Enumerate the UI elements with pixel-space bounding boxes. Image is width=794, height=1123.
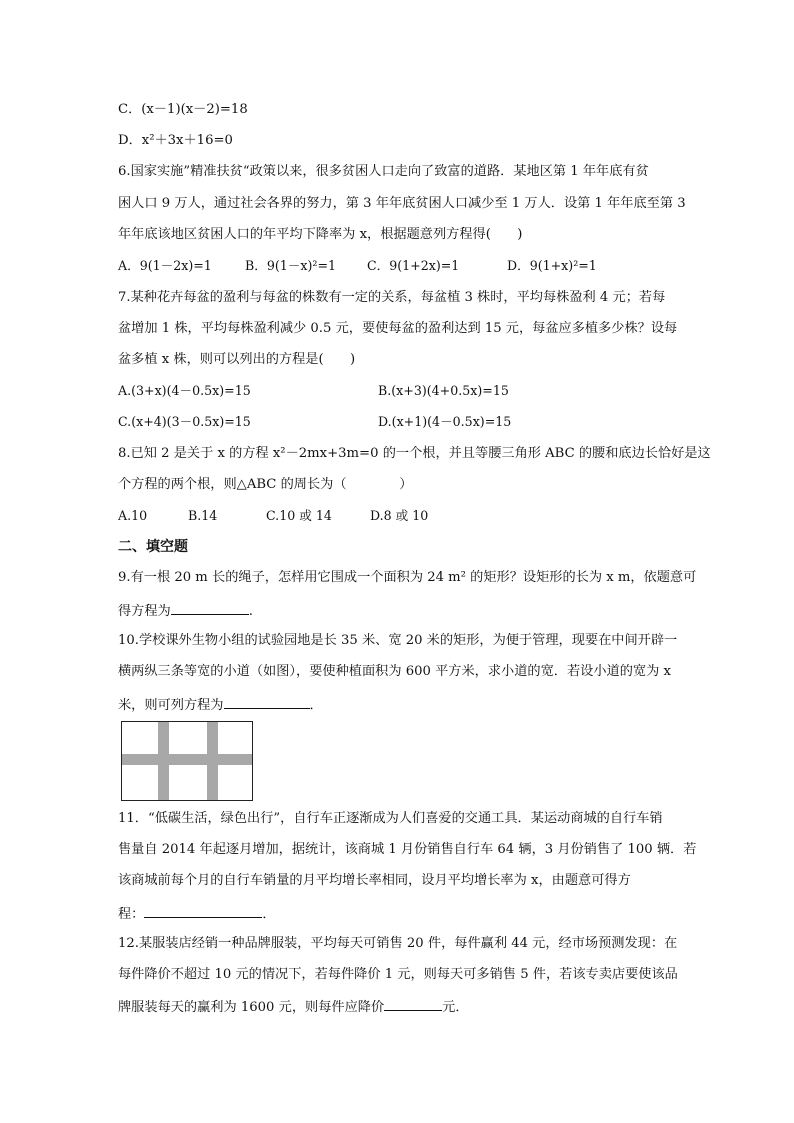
q10-text-line-1: 10.学校课外生物小组的试验园地是长 35 米、宽 20 米的矩形，为便于管理，现要在中间开辟一 xyxy=(118,633,678,648)
q9-text-line-2 xyxy=(118,600,253,622)
q7-option-d: D.(x+1)(4－0.5x)=15 xyxy=(378,414,512,429)
q10-text-line-3 xyxy=(118,694,323,716)
q7-option-b: B.(x+3)(4+0.5x)=15 xyxy=(378,383,509,398)
q9-answer-blank[interactable] xyxy=(171,600,249,615)
section-heading-fill-in: 二、填空题 xyxy=(118,539,188,555)
q6-option-d: D．9(1+x)²=1 xyxy=(507,258,597,273)
q8-option-a: A.10 xyxy=(118,508,148,523)
q9-suffix: . xyxy=(248,604,253,619)
q7-text-line-3: 盆多植 x 株，则可以列出的方程是( ) xyxy=(118,352,356,367)
vertical-path-right xyxy=(207,722,218,800)
q6-option-c: C．9(1+2x)=1 xyxy=(367,258,460,273)
q10-text-line-2: 横两纵三条等宽的小道（如图），要使种植面积为 600 平方米，求小道的宽．若设小道的宽为 x xyxy=(118,664,671,679)
q7-option-c: C.(x+4)(3－0.5x)=15 xyxy=(118,414,251,429)
q5-option-c: C．(x－1)(x－2)=18 xyxy=(118,102,248,117)
q11-text-line-4 xyxy=(118,903,276,925)
q11-prefix: 程： xyxy=(118,907,145,922)
q7-option-a: A.(3+x)(4－0.5x)=15 xyxy=(118,383,251,398)
q9-text-line-1: 9.有一根 20 m 长的绳子，怎样用它围成一个面积为 24 m² 的矩形？设矩形的长为 x m，依题意可 xyxy=(118,570,697,585)
q12-answer-blank[interactable] xyxy=(384,996,442,1011)
q10-suffix: ． xyxy=(309,698,323,713)
q7-text-line-2: 盆增加 1 株，平均每株盈利减少 0.5 元，要使每盆的盈利达到 15 元，每盆应多植多少株？设每 xyxy=(118,321,678,336)
q11-answer-blank[interactable] xyxy=(144,903,262,918)
q6-option-a: A．9(1－2x)=1 xyxy=(118,258,212,273)
q6-option-b: B．9(1－x)²=1 xyxy=(245,258,337,273)
q6-text-line-1: 6.国家实施”精准扶贫“政策以来，很多贫困人口走向了致富的道路．某地区第 1 年年底有贫 xyxy=(118,164,649,179)
q8-option-c: C.10 或 14 xyxy=(266,508,332,523)
q8-text-line-1: 8.已知 2 是关于 x 的方程 x²－2mx+3m=0 的一个根，并且等腰三角形 ABC 的腰和底边长恰好是这 xyxy=(118,446,711,461)
q9-prefix: 得方程为 xyxy=(118,604,171,619)
q12-text-line-1: 12.某服装店经销一种品牌服装，平均每天可销售 20 件，每件赢利 44 元，经市场预测发现：在 xyxy=(118,936,678,951)
q8-option-b: B.14 xyxy=(188,508,218,523)
q12-text-line-3 xyxy=(118,996,469,1018)
q6-text-line-2: 困人口 9 万人，通过社会各界的努力，第 3 年年底贫困人口减少至 1 万人．设第 1 年年底至第 3 xyxy=(118,196,686,211)
q12-suffix: 元． xyxy=(442,1000,469,1015)
q11-text-line-1: 11．“低碳生活，绿色出行”，自行车正逐渐成为人们喜爱的交通工具．某运动商城的自行车销 xyxy=(118,811,663,826)
q6-text-line-3: 年年底该地区贫困人口的年平均下降率为 x，根据题意列方程得( ) xyxy=(118,227,523,242)
q5-option-d: D．x²＋3x＋16=0 xyxy=(118,133,233,148)
garden-paths-diagram xyxy=(121,721,253,801)
q11-suffix: ． xyxy=(262,907,276,922)
q12-prefix: 牌服装每天的赢利为 1600 元，则每件应降价 xyxy=(118,1000,385,1015)
q8-option-d: D.8 或 10 xyxy=(370,508,429,523)
q10-prefix: 米，则可列方程为 xyxy=(118,698,224,713)
q11-text-line-3: 该商城前每个月的自行车销量的月平均增长率相同，设月平均增长率为 x，由题意可得方 xyxy=(118,873,631,888)
q10-answer-blank[interactable] xyxy=(224,694,310,709)
q11-text-line-2: 售量自 2014 年起逐月增加，据统计，该商城 1 月份销售自行车 64 辆，3 月份销售了 100 辆．若 xyxy=(118,842,697,857)
vertical-path-left xyxy=(158,722,169,800)
q12-text-line-2: 每件降价不超过 10 元的情况下，若每件降价 1 元，则每天可多销售 5 件，若该专卖店要使该品 xyxy=(118,967,678,982)
q7-text-line-1: 7.某种花卉每盆的盈利与每盆的株数有一定的关系，每盆植 3 株时，平均每株盈利 4 元；若每 xyxy=(118,290,666,305)
horizontal-path xyxy=(122,754,252,765)
q8-text-line-2: 个方程的两个根，则△ABC 的周长为（ ） xyxy=(118,477,413,492)
